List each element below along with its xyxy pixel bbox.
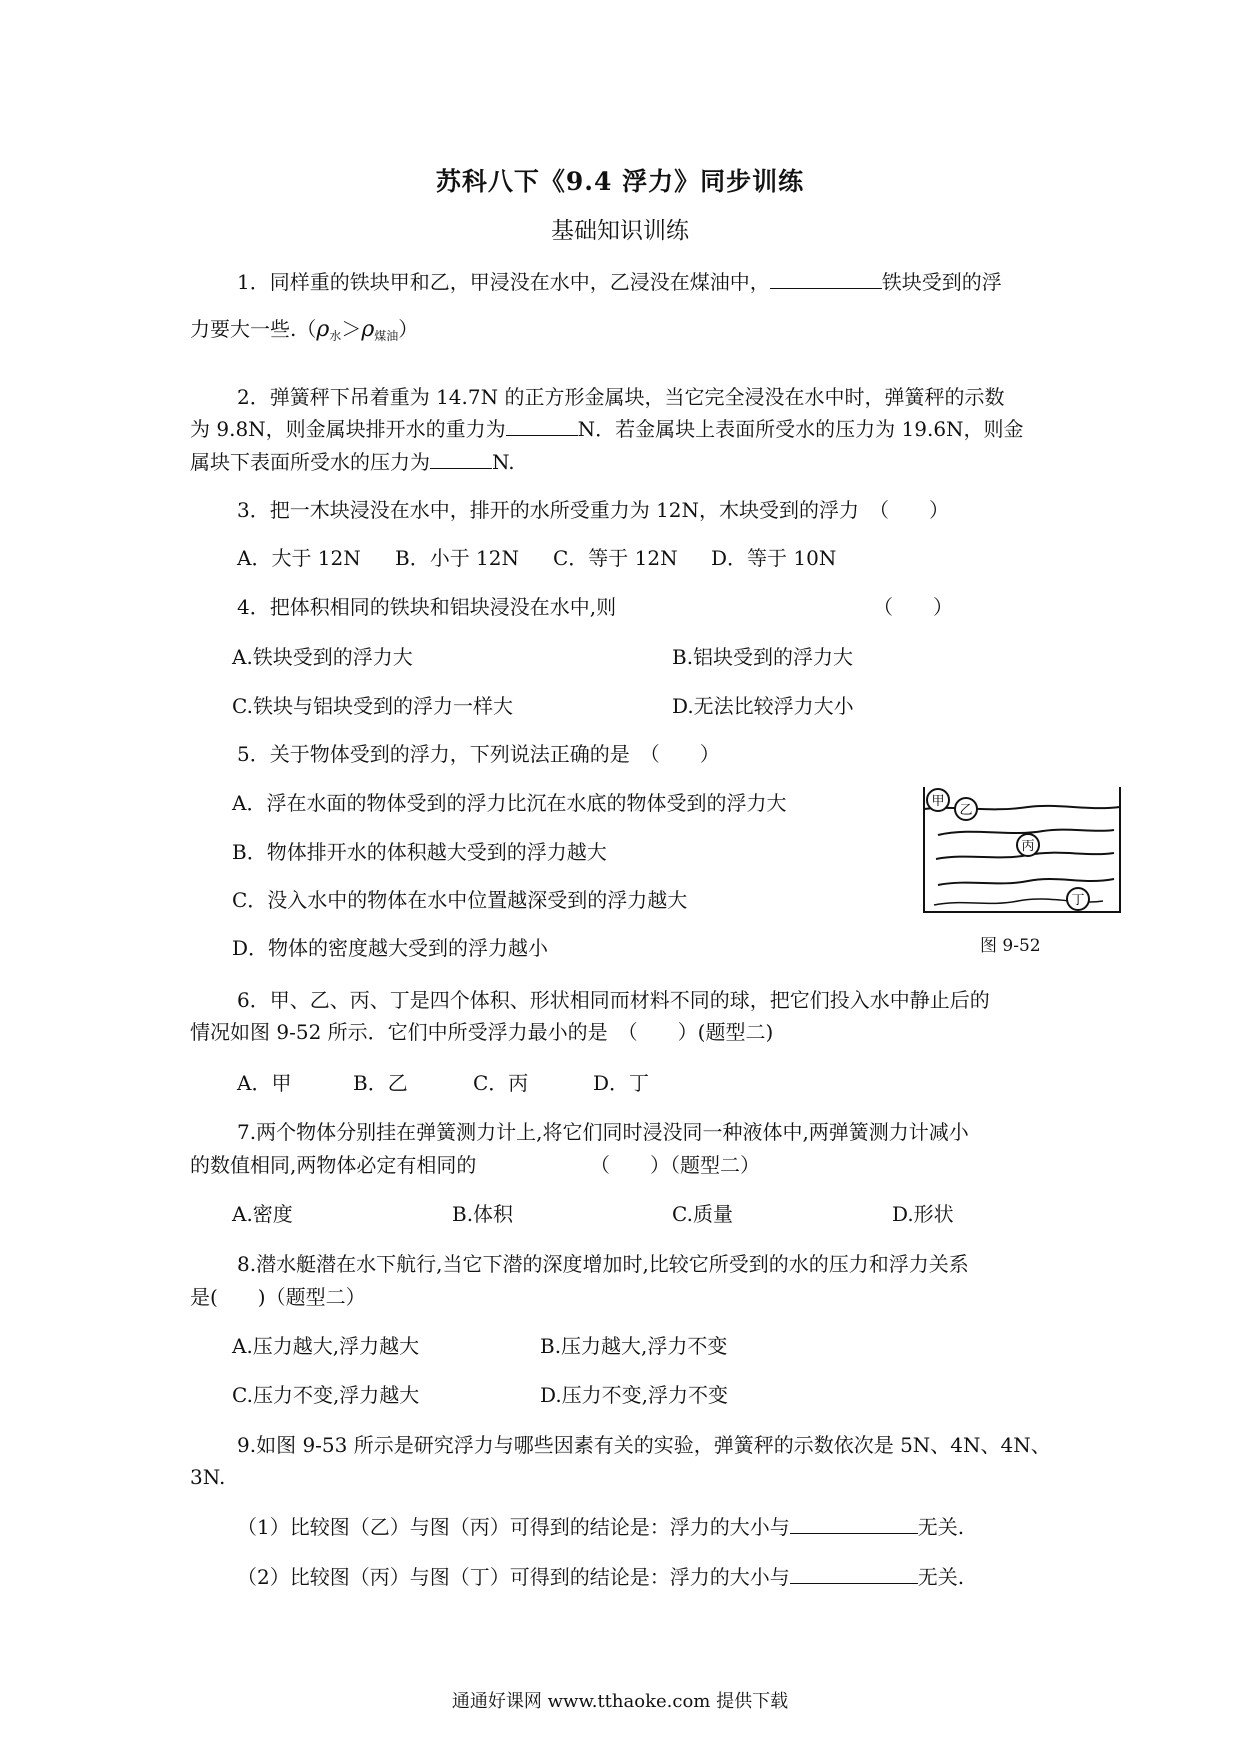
- ball-label-jia: 甲: [931, 794, 945, 809]
- q2-text-d: N.: [492, 450, 515, 474]
- q8-option-d: D.压力不变,浮力不变: [540, 1383, 729, 1407]
- q2-blank-2: [430, 450, 492, 469]
- q2-blank-1: [506, 417, 578, 436]
- q3-option-b: B．小于 12N: [395, 546, 520, 570]
- q2-text-c: 属块下表面所受水的压力为: [190, 450, 430, 474]
- q1-text-end: ）: [398, 317, 419, 341]
- ball-ding: [1067, 888, 1089, 910]
- q9-line1: 9.如图 9-53 所示是研究浮力与哪些因素有关的实验，弹簧秤的示数依次是 5N、4N、4N、: [237, 1433, 1051, 1457]
- q7-option-c: C.质量: [672, 1202, 733, 1226]
- water-surface-line: [924, 806, 1120, 809]
- q9-sub1-text: （1）比较图（乙）与图（丙）可得到的结论是：浮力的大小与: [237, 1515, 790, 1539]
- q9-sub2: [237, 1565, 964, 1589]
- q1-text-b: 铁块受到的浮: [881, 270, 1002, 294]
- section-title: 基础知识训练: [551, 218, 689, 244]
- q3-option-c: C．等于 12N: [553, 546, 678, 570]
- q6-line1: 6．甲、乙、丙、丁是四个体积、形状相同而材料不同的球，把它们投入水中静止后的: [237, 988, 990, 1012]
- q2-text-a: 为 9.8N，则金属块排开水的重力为: [190, 417, 506, 441]
- page-title: 苏科八下《9.4 浮力》同步训练: [435, 167, 805, 196]
- rho-subscript-kerosene: 煤油: [374, 329, 399, 343]
- q4-paren: （ ）: [873, 595, 953, 619]
- q8-option-b: B.压力越大,浮力不变: [540, 1334, 728, 1358]
- q7-option-a: A.密度: [232, 1202, 293, 1226]
- q7-option-d: D.形状: [892, 1202, 954, 1226]
- q1-text-a: 1．同样重的铁块甲和乙，甲浸没在水中，乙浸没在煤油中，: [237, 270, 770, 294]
- q6-line2: 情况如图 9-52 所示．它们中所受浮力最小的是 （ ）(题型二): [190, 1020, 774, 1044]
- q5-option-c: C．没入水中的物体在水中位置越深受到的浮力越大: [232, 888, 688, 912]
- q5-option-d: D．物体的密度越大受到的浮力越小: [232, 936, 549, 960]
- q3-option-d: D．等于 10N: [711, 546, 837, 570]
- ball-bing: [1017, 834, 1039, 856]
- q4-stem: 4．把体积相同的铁块和铝块浸没在水中,则: [237, 595, 617, 619]
- ball-label-ding: 丁: [1071, 893, 1085, 908]
- rho-subscript-water: 水: [329, 329, 342, 343]
- q7-line1: 7.两个物体分别挂在弹簧测力计上,将它们同时浸没同一种液体中,两弹簧测力计减小: [237, 1120, 969, 1144]
- q6-option-c: C．丙: [473, 1071, 529, 1095]
- q9-blank-1: [790, 1515, 918, 1534]
- q3-option-a: A．大于 12N: [237, 546, 361, 570]
- q7-line2-b: （ ）（题型二）: [590, 1153, 760, 1177]
- water-line-4: [938, 879, 1114, 885]
- ball-label-yi: 乙: [959, 803, 973, 818]
- q4-option-d: D.无法比较浮力大小: [672, 694, 854, 718]
- q3-stem: 3．把一木块浸没在水中，排开的水所受重力为 12N，木块受到的浮力 （ ）: [237, 498, 950, 522]
- q2-line2: [190, 417, 1024, 441]
- q9-sub2-text: （2）比较图（丙）与图（丁）可得到的结论是：浮力的大小与: [237, 1565, 790, 1589]
- q6-option-b: B．乙: [353, 1071, 408, 1095]
- q1-text-c: 力要大一些.（: [190, 317, 317, 341]
- ball-jia: [927, 789, 949, 811]
- ball-yi: [955, 798, 977, 820]
- q9-line2: 3N.: [190, 1465, 226, 1489]
- greater-than: ＞: [341, 317, 362, 341]
- page-footer: 通通好课网 www.tthaoke.com 提供下载: [451, 1691, 789, 1712]
- q2-text-b: N．若金属块上表面所受水的压力为 19.6N，则金: [577, 417, 1024, 441]
- q8-option-c: C.压力不变,浮力越大: [232, 1383, 420, 1407]
- q9-blank-2: [790, 1565, 918, 1584]
- ball-label-bing: 丙: [1021, 839, 1035, 854]
- figure-caption: 图 9-52: [980, 936, 1041, 956]
- q7-option-b: B.体积: [452, 1202, 514, 1226]
- q1-line1: [237, 270, 1002, 294]
- rho-symbol: ρ: [361, 317, 375, 342]
- q1-line2: [190, 317, 418, 348]
- q4-option-a: A.铁块受到的浮力大: [232, 645, 413, 669]
- q9-sub1-end: 无关.: [917, 1515, 965, 1539]
- q5-stem: 5．关于物体受到的浮力，下列说法正确的是 （ ）: [237, 742, 720, 766]
- q5-option-a: A．浮在水面的物体受到的浮力比沉在水底的物体受到的浮力大: [232, 791, 787, 815]
- q2-line1: 2．弹簧秤下吊着重为 14.7N 的正方形金属块，当它完全浸没在水中时，弹簧秤的示数: [237, 385, 1005, 409]
- q1-blank: [770, 270, 882, 289]
- q8-line2: 是( )（题型二）: [190, 1285, 366, 1309]
- q9-sub1: [237, 1515, 964, 1539]
- q6-option-a: A．甲: [237, 1071, 292, 1095]
- q5-option-b: B．物体排开水的体积越大受到的浮力越大: [232, 840, 607, 864]
- figure-9-52: [918, 787, 1128, 927]
- rho-symbol: ρ: [316, 317, 330, 342]
- q6-option-d: D．丁: [593, 1071, 650, 1095]
- q2-line3: [190, 450, 515, 474]
- q4-option-c: C.铁块与铝块受到的浮力一样大: [232, 694, 513, 718]
- q8-line1: 8.潜水艇潜在水下航行,当它下潜的深度增加时,比较它所受到的水的压力和浮力关系: [237, 1252, 969, 1276]
- q4-option-b: B.铝块受到的浮力大: [672, 645, 854, 669]
- q9-sub2-end: 无关.: [917, 1565, 965, 1589]
- q7-line2-a: 的数值相同,两物体必定有相同的: [190, 1153, 477, 1177]
- q8-option-a: A.压力越大,浮力越大: [232, 1334, 420, 1358]
